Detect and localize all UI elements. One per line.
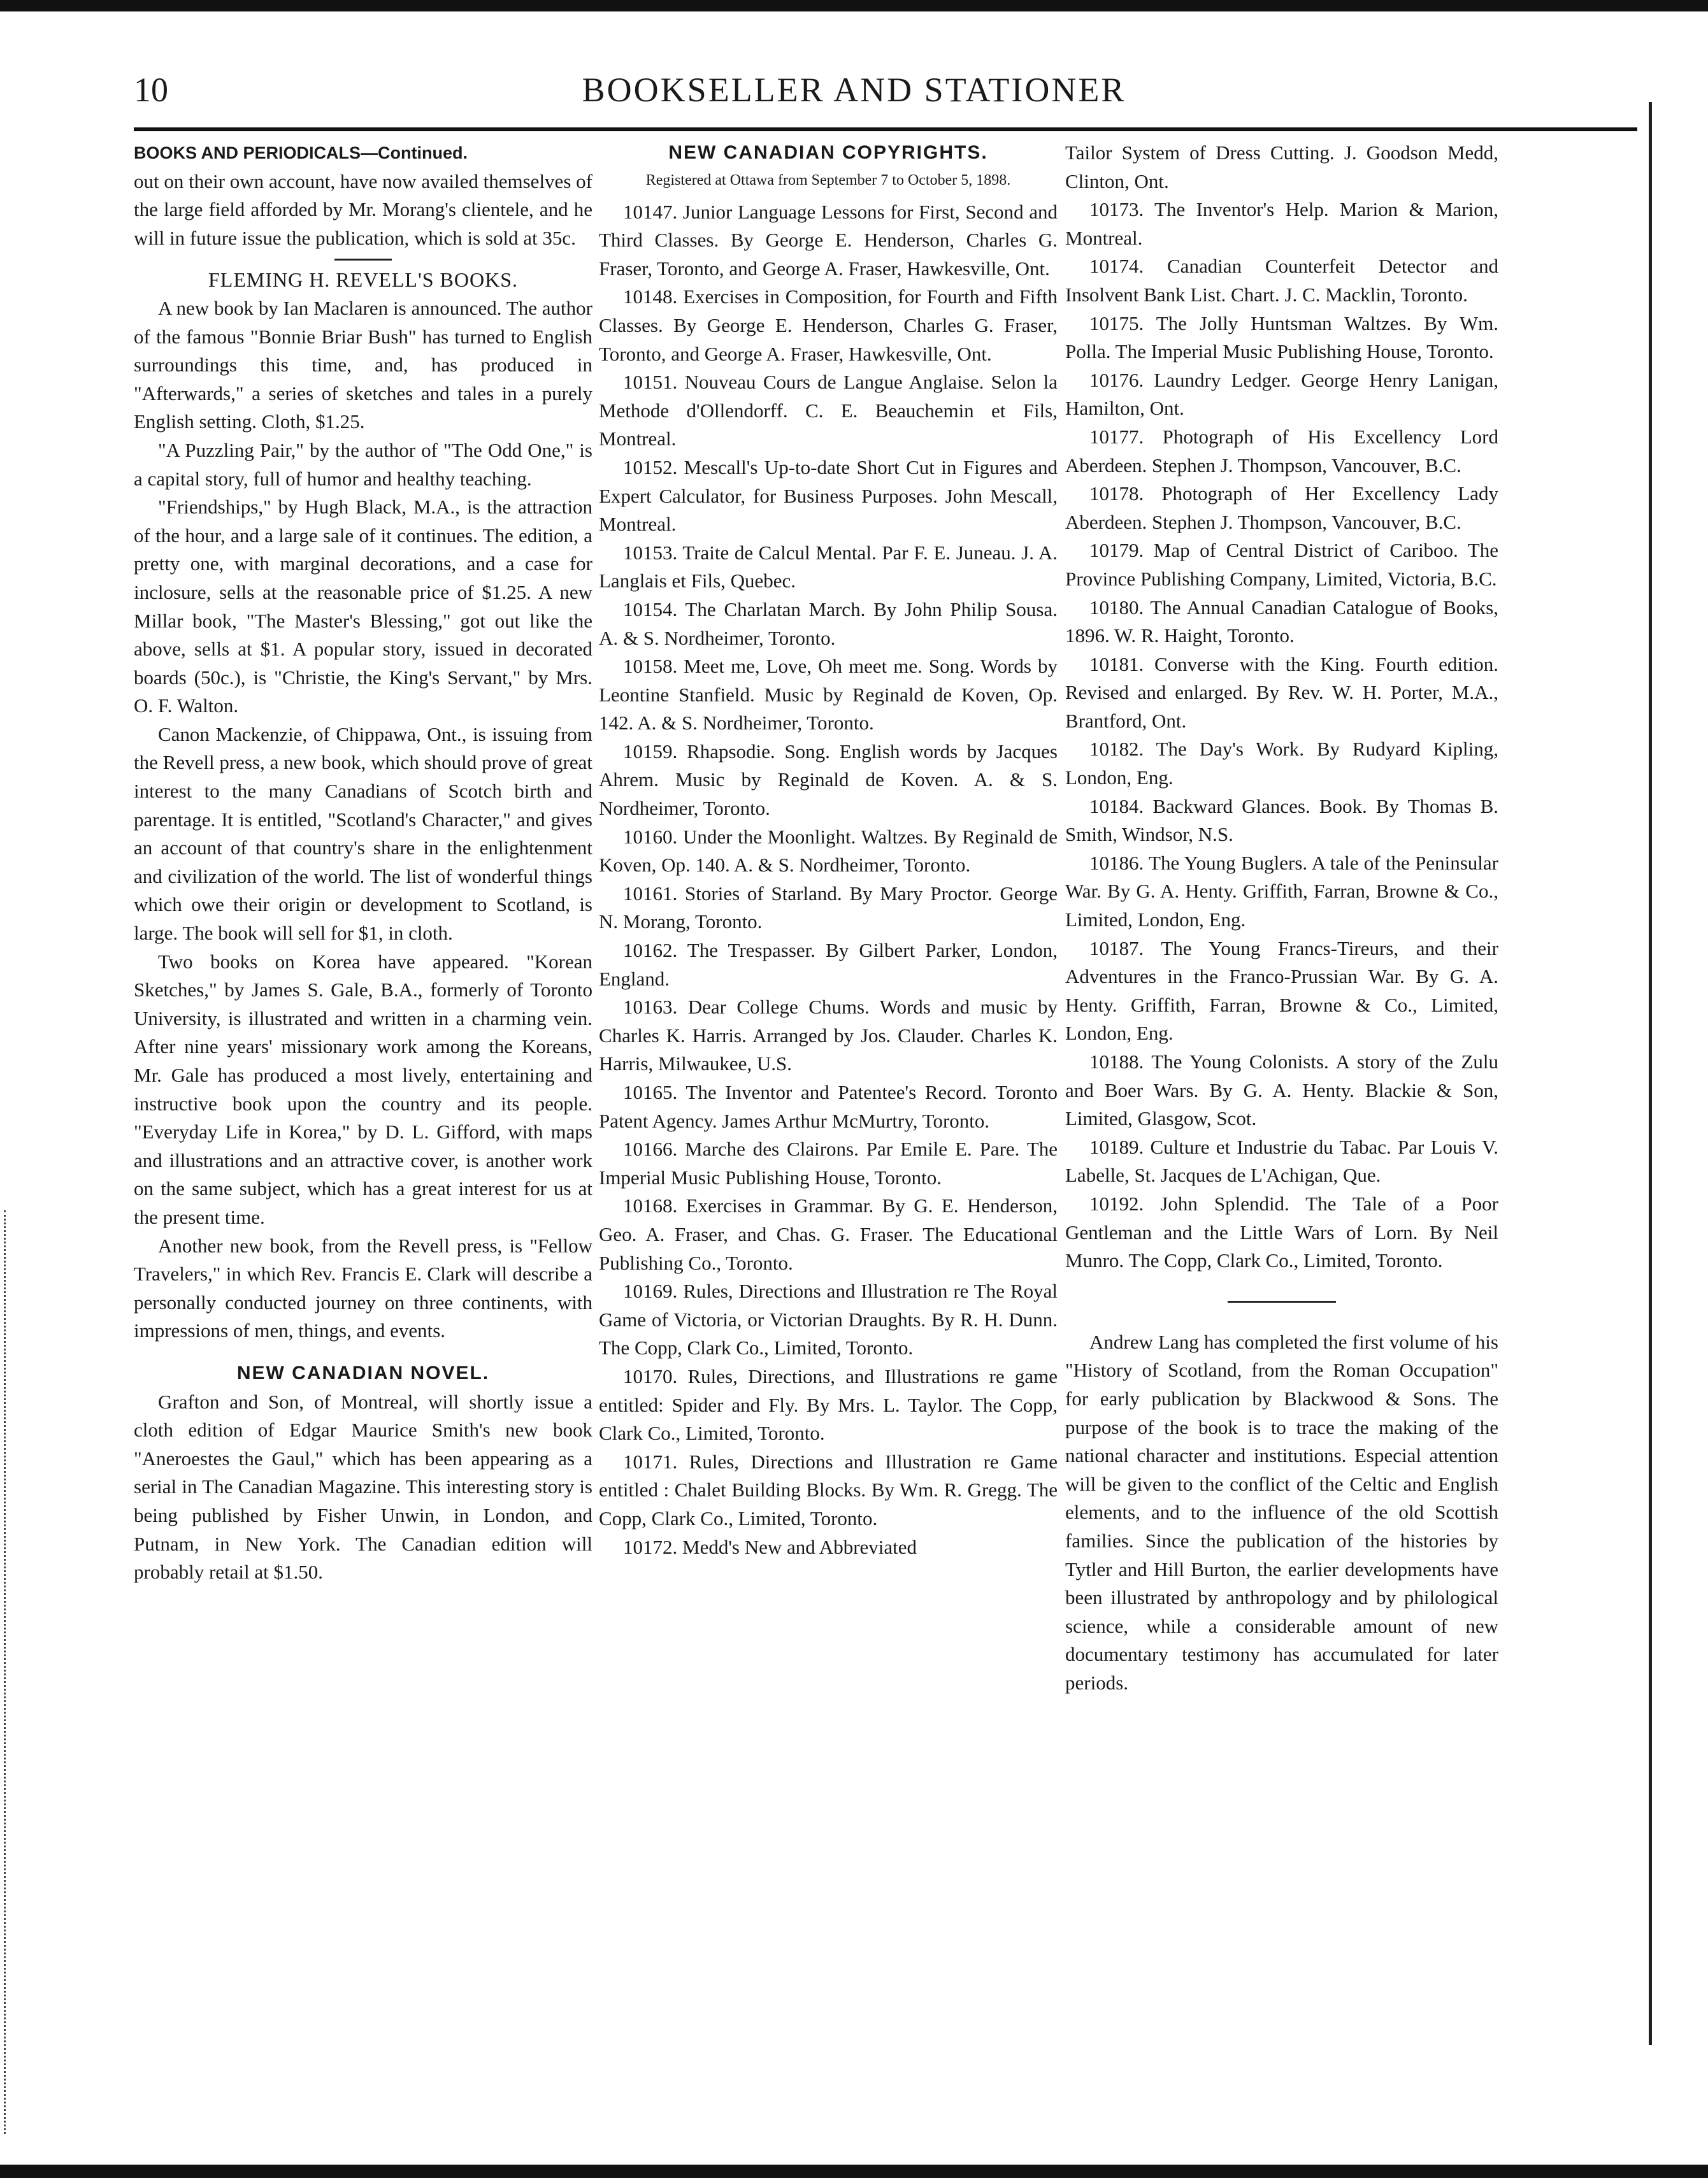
copyright-entry: 10180. The Annual Canadian Catalogue of Books, 1896. W. R. Haight, Toronto. <box>1065 596 1498 647</box>
paragraph: Another new book, from the Revell press, is "Fellow Travelers," in which Rev. Francis E. Clark will describe a personally conducted journey on three continents, with impressions of men, things, and events. <box>134 1234 592 1342</box>
copyright-entry: 10160. Under the Moonlight. Waltzes. By Reginald de Koven, Op. 140. A. & S. Nordheimer, Toronto. <box>599 825 1058 877</box>
column-left <box>134 139 592 1587</box>
column-middle <box>599 139 1058 1561</box>
copyright-entry: 10176. Laundry Ledger. George Henry Lanigan, Hamilton, Ont. <box>1065 368 1498 420</box>
copyright-entry: 10168. Exercises in Grammar. By G. E. Henderson, Geo. A. Fraser, and Chas. G. Fraser. The Educational Publishing Co., Toronto. <box>599 1194 1058 1274</box>
copyright-entry: 10169. Rules, Directions and Illustration re The Royal Game of Victoria, or Victorian Draughts. By R. H. Dunn. The Copp, Clark Co., Limited, Toronto. <box>599 1280 1058 1359</box>
section-heading-revell: FLEMING H. REVELL'S BOOKS. <box>208 268 518 292</box>
copyright-entry: 10148. Exercises in Composition, for Fourth and Fifth Classes. By George E. Henderson, Charles G. Fraser, Toronto, and George A. Fraser, Hawkesville, Ont. <box>599 285 1058 365</box>
header-rule <box>134 127 1637 131</box>
copyright-entry: 10165. The Inventor and Patentee's Record. Toronto Patent Agency. James Arthur McMurtry, Toronto. <box>599 1081 1058 1132</box>
copyright-entry: 10174. Canadian Counterfeit Detector and Insolvent Bank List. Chart. J. C. Macklin, Toronto. <box>1065 255 1498 306</box>
paragraph: Two books on Korea have appeared. "Korean Sketches," by James S. Gale, B.A., formerly of Toronto University, is illustrated and written in a charming vein. After nine years' missionary work among the Koreans, Mr. Gale has produced a most lively, entertaining and instructive book upon the country and its people. "Everyday Life in Korea," by D. L. Gifford, with maps and illustrations and an attractive cover, is another work on the same subject, which has a great interest for us at the present time. <box>134 950 592 1228</box>
copyright-entry: 10158. Meet me, Love, Oh meet me. Song. Words by Leontine Stanfield. Music by Reginald de Koven, Op. 142. A. & S. Nordheimer, Toronto. <box>599 655 1058 734</box>
copyright-entry: 10171. Rules, Directions and Illustration re Game entitled : Chalet Building Blocks. By Wm. R. Gregg. The Copp, Clark Co., Limited, Toronto. <box>599 1450 1058 1530</box>
copyright-entry: 10179. Map of Central District of Cariboo. The Province Publishing Company, Limited, Victoria, B.C. <box>1065 539 1498 590</box>
column-right <box>1065 139 1498 1697</box>
copyright-entry: 10162. The Trespasser. By Gilbert Parker, London, England. <box>599 939 1058 990</box>
copyright-entry: 10189. Culture et Industrie du Tabac. Par Louis V. Labelle, St. Jacques de L'Achigan, Que. <box>1065 1135 1498 1187</box>
page-number: 10 <box>134 71 168 109</box>
top-border <box>0 0 1708 11</box>
copyright-entry: 10188. The Young Colonists. A story of the Zulu and Boer Wars. By G. A. Henty. Blackie & Son, Limited, Glasgow, Scot. <box>1065 1050 1498 1130</box>
paragraph: Andrew Lang has completed the first volume of his "History of Scotland, from the Roman Occupation" for early publication by Blackwood & Sons. The purpose of the book is to trace the making of the national character and institutions. Especial attention will be given to the conflict of the Celtic and English elements, and to the influence of the old Scottish families. Since the publication of the histories by Tytler and Hill Burton, the earlier developments have been illustrated by anthropology and by philological science, while a considerable amount of new documentary testimony has accumulated for later periods. <box>1065 1330 1498 1694</box>
paragraph: "Friendships," by Hugh Black, M.A., is the attraction of the hour, and a large sale of it continues. The edition, a pretty one, with marginal decorations, and a case for inclosure, sells at the reasonable price of $1.25. A new Millar book, "The Master's Blessing," got out like the above, sells at $1. A popular story, issued in decorated boards (50c.), is "Christie, the King's Servant," by Mrs. O. F. Walton. <box>134 496 592 717</box>
section-heading-continued: BOOKS AND PERIODICALS—Continued. <box>134 143 468 162</box>
copyright-entry: 10181. Converse with the King. Fourth edition. Revised and enlarged. By Rev. W. H. Porter, M.A., Brantford, Ont. <box>1065 652 1498 732</box>
copyright-entry: 10177. Photograph of His Excellency Lord Aberdeen. Stephen J. Thompson, Vancouver, B.C. <box>1065 425 1498 476</box>
copyright-entry: 10192. John Splendid. The Tale of a Poor Gentleman and the Little Wars of Lorn. By Neil Munro. The Copp, Clark Co., Limited, Toronto. <box>1065 1192 1498 1272</box>
copyright-entry: 10184. Backward Glances. Book. By Thomas B. Smith, Windsor, N.S. <box>1065 794 1498 846</box>
copyright-entry: 10153. Traite de Calcul Mental. Par F. E. Juneau. J. A. Langlais et Fils, Quebec. <box>599 541 1058 592</box>
paragraph: out on their own account, have now availed themselves of the large field afforded by Mr. Morang's clientele, and he will in future issue the publication, which is sold at 35c. <box>134 169 592 249</box>
divider <box>334 259 392 261</box>
copyright-entry: 10151. Nouveau Cours de Langue Anglaise. Selon la Methode d'Ollendorff. C. E. Beauchemin et Fils, Montreal. <box>599 371 1058 450</box>
paragraph: Grafton and Son, of Montreal, will shortly issue a cloth edition of Edgar Maurice Smith's new book "Aneroestes the Gaul," which has been appearing as a serial in The Canadian Magazine. This interesting story is being published by Fisher Unwin, in London, and Putnam, in New York. The Canadian edition will probably retail at $1.50. <box>134 1390 592 1584</box>
paragraph: Canon Mackenzie, of Chippawa, Ont., is issuing from the Revell press, a new book, which should prove of great interest to the many Canadians of Scotch birth and parentage. It is entitled, "Scotland's Character," and gives an account of that country's share in the enlightenment and civilization of the world. The list of wonderful things which owe their origin or development to Scotland, is large. The book will sell for $1, in cloth. <box>134 722 592 945</box>
copyrights-subheading: Registered at Ottawa from September 7 to October 5, 1898. <box>645 171 1011 189</box>
copyright-entry: Tailor System of Dress Cutting. J. Goodson Medd, Clinton, Ont. <box>1065 141 1498 192</box>
section-heading-novel: NEW CANADIAN NOVEL. <box>236 1362 490 1384</box>
copyright-entry: 10172. Medd's New and Abbreviated <box>623 1535 917 1558</box>
copyright-entry: 10182. The Day's Work. By Rudyard Kipling, London, Eng. <box>1065 738 1498 789</box>
copyright-entry: 10173. The Inventor's Help. Marion & Marion, Montreal. <box>1065 198 1498 249</box>
copyright-entry: 10161. Stories of Starland. By Mary Proctor. George N. Morang, Toronto. <box>599 882 1058 933</box>
paragraph: "A Puzzling Pair," by the author of "The Odd One," is a capital story, full of humor and healthy teaching. <box>134 438 592 490</box>
divider <box>1228 1301 1336 1303</box>
paragraph: A new book by Ian Maclaren is announced. The author of the famous "Bonnie Briar Bush" has turned to English surroundings this time, and, has produced in "Afterwards," a series of sketches and tales in a purely English setting. Cloth, $1.25. <box>134 296 592 433</box>
copyright-entry: 10178. Photograph of Her Excellency Lady Aberdeen. Stephen J. Thompson, Vancouver, B.C. <box>1065 482 1498 533</box>
left-edge-marks <box>4 1210 10 2134</box>
section-heading-copyrights: NEW CANADIAN COPYRIGHTS. <box>668 142 988 163</box>
copyright-entry: 10163. Dear College Chums. Words and music by Charles K. Harris. Arranged by Jos. Clauder. Charles K. Harris, Milwaukee, U.S. <box>599 996 1058 1075</box>
right-border <box>1649 102 1652 2045</box>
copyright-entry: 10159. Rhapsodie. Song. English words by Jacques Ahrem. Music by Reginald de Koven. A. & S. Nordheimer, Toronto. <box>599 740 1058 820</box>
copyright-entry: 10187. The Young Francs-Tireurs, and their Adventures in the Franco-Prussian War. By G. A. Henty. Griffith, Farran, Browne & Co., Limited, London, Eng. <box>1065 936 1498 1045</box>
bottom-border <box>0 2165 1708 2178</box>
copyright-entry: 10154. The Charlatan March. By John Philip Sousa. A. & S. Nordheimer, Toronto. <box>599 598 1058 649</box>
copyright-entry: 10147. Junior Language Lessons for First, Second and Third Classes. By George E. Henderson, Charles G. Fraser, Toronto, and George A. Fraser, Hawkesville, Ont. <box>599 200 1058 280</box>
copyright-entry: 10152. Mescall's Up-to-date Short Cut in Figures and Expert Calculator, for Business Purposes. John Mescall, Montreal. <box>599 455 1058 536</box>
running-head: BOOKSELLER AND STATIONER <box>582 71 1126 109</box>
copyright-entry: 10175. The Jolly Huntsman Waltzes. By Wm. Polla. The Imperial Music Publishing House, Toronto. <box>1065 312 1498 363</box>
copyright-entry: 10170. Rules, Directions, and Illustrations re game entitled: Spider and Fly. By Mrs. L. Taylor. The Copp, Clark Co., Limited, Toronto. <box>599 1365 1058 1445</box>
copyright-entry: 10186. The Young Buglers. A tale of the Peninsular War. By G. A. Henty. Griffith, Farran, Browne & Co., Limited, London, Eng. <box>1065 851 1498 931</box>
copyright-entry: 10166. Marche des Clairons. Par Emile E. Pare. The Imperial Music Publishing House, Toronto. <box>599 1138 1058 1189</box>
